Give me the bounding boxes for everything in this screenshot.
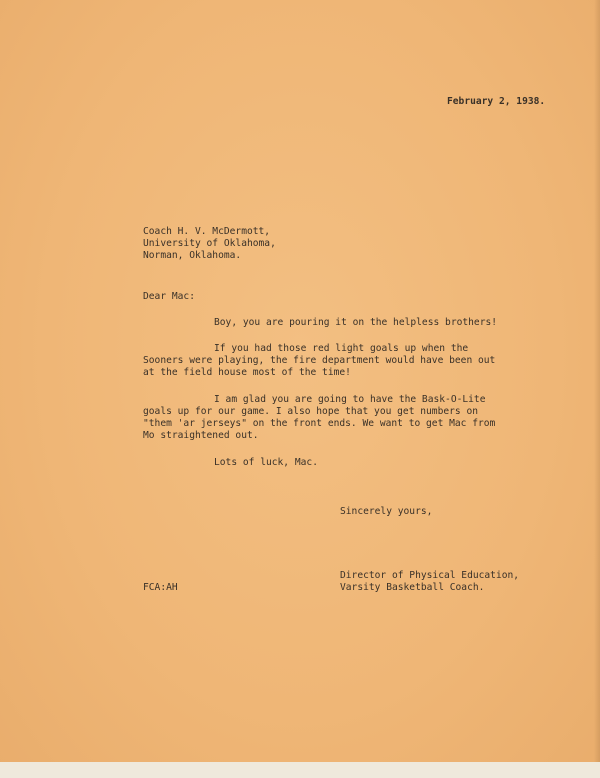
typist-initials: FCA:AH <box>143 582 178 593</box>
paragraph-1: Boy, you are pouring it on the helpless brothers! <box>214 317 498 328</box>
paragraph-3-line-3: "them 'ar jerseys" on the front ends. We want to get Mac from <box>143 418 496 429</box>
paragraph-3-line-2: goals up for our game. I also hope that you get numbers on <box>143 406 479 417</box>
paragraph-2-line-3: at the field house most of the time! <box>143 367 351 378</box>
paragraph-2-line-2: Sooners were playing, the fire department would have been out <box>143 355 496 366</box>
scan-background-strip <box>0 762 600 778</box>
recipient-line-3: Norman, Oklahoma. <box>143 250 242 261</box>
paragraph-4: Lots of luck, Mac. <box>214 457 318 468</box>
recipient-line-2: University of Oklahoma, <box>143 238 276 249</box>
letter-date: February 2, 1938. <box>447 96 546 107</box>
closing: Sincerely yours, <box>340 506 433 517</box>
signature-line-1: Director of Physical Education, <box>340 570 520 581</box>
paragraph-3-line-4: Mo straightened out. <box>143 430 259 441</box>
paragraph-3-line-1: I am glad you are going to have the Bask-O-Lite <box>214 394 486 405</box>
paper-edge-shadow <box>594 0 600 762</box>
signature-line-2: Varsity Basketball Coach. <box>340 582 485 593</box>
recipient-line-1: Coach H. V. McDermott, <box>143 226 271 237</box>
paragraph-2-line-1: If you had those red light goals up when the <box>214 343 469 354</box>
salutation: Dear Mac: <box>143 291 195 302</box>
